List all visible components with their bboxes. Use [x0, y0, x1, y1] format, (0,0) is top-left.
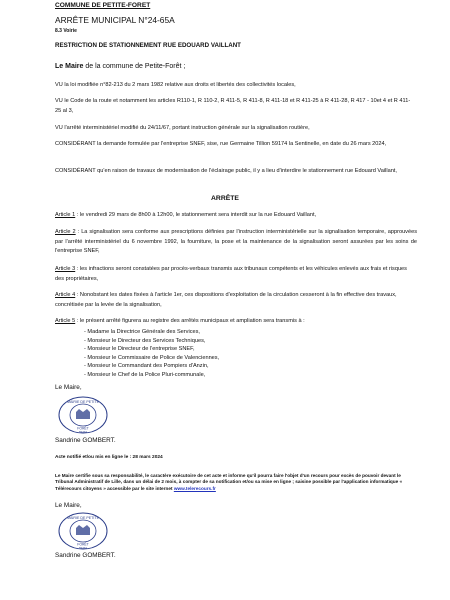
seal-1-top-text: MAIRIE DE PETITE [67, 400, 99, 404]
article-3 [55, 265, 417, 284]
arrete-number: ARRÊTE MUNICIPAL N°24-65A [55, 15, 175, 25]
article-4 [55, 291, 417, 310]
recipient-item: - Monsieur le Commissaire de Police de Valenciennes, [84, 354, 220, 361]
mayor-intro-bold: Le Maire [55, 63, 84, 70]
recipient-item: - Monsieur le Directeur de l'entreprise SNEF, [84, 346, 195, 353]
article-1 [55, 211, 417, 221]
article-3-text: : les infractions seront constatées par procès-verbaux transmis aux tribunaux compétents et les véhicules enlevés aux frais et risques des propriétaires, [55, 266, 407, 282]
consideration-2: VU le Code de la route et notamment les articles R110-1, R 110-2, R 411-5, R 411-8, R 411-18 et R 411-25 à R 411-28, R 417 - 10et 4 et R 411- 25 al 3, [55, 98, 411, 114]
commune-header: COMMUNE DE PETITE-FORET [55, 2, 151, 9]
mayor-title-2: Le Maire, [55, 502, 82, 509]
mayor-title-1: Le Maire, [55, 384, 82, 391]
document-title: RESTRICTION DE STATIONNEMENT RUE EDOUARD VAILLANT [55, 42, 241, 49]
consideration-3: VU l'arrêté interministériel modifié du 24/11/67, portant instruction générale sur la signalisation routière, [55, 125, 310, 131]
publication-notice: Acte notifié et/ou mis en ligne le : 28 mars 2024 [55, 455, 163, 460]
article-5-label: Article 5 [55, 318, 76, 324]
article-5 [55, 317, 417, 327]
recipient-item: - Monsieur le Commandant des Pompiers d'Anzin, [84, 363, 209, 370]
recipient-item: - Monsieur le Chef de la Police Pluri-communale, [84, 371, 206, 378]
legal-notice-text: Le Maire certifie sous sa responsabilité, le caractère exécutoire de cet acte et informe qu'il pourra faire l'objet d'un recours pour excès de pouvoir devant le Tribunal Administratif de Lille, dans un délai de 2 mois, à compter de sa notification et/ou sa mise en ligne ; saisine possible par l'application informatique « Télérecours citoyens » accessible par le site internet [55, 473, 403, 491]
article-5-text: : le présent arrêté figurera au registre des arrêtés municipaux et ampliation sera transmis à : [75, 318, 305, 324]
article-2 [55, 228, 417, 257]
seal-1-code: 59494 [79, 430, 87, 435]
telerecours-link[interactable]: www.telerecours.fr [173, 485, 216, 491]
article-2-text: : La signalisation sera conforme aux prescriptions définies par l'instruction interministérielle sur la signalisation temporaire, approuvées par l'arrêté interministériel du 6 novembre 1992, la fourniture, la pose et la maintenance de la signalisation seront assurées par les soins de l'entreprise SNEF, [55, 229, 417, 255]
article-1-label: Article 1 [55, 212, 76, 218]
consideration-4: CONSIDÉRANT la demande formulée par l'entreprise SNEF, sise, rue Germaine Tillion 59174 la Sentinelle, en date du 26 mars 2024, [55, 141, 387, 147]
article-1-text: : le vendredi 29 mars de 8h00 à 12h00, le stationnement sera interdit sur la rue Edouard Vaillant, [75, 212, 317, 218]
consideration-5: CONSIDÉRANT qu'en raison de travaux de modernisation de l'éclairage public, il y a lieu d'interdire le stationnement rue Edouard Vaillant, [55, 168, 397, 174]
mayor-name-1: Sandrine GOMBERT. [55, 437, 116, 444]
mayor-intro-rest: de la commune de Petite-Forêt ; [83, 63, 186, 70]
consideration-1: VU la loi modifiée n°82-213 du 2 mars 1982 relative aux droits et libertés des collectivités locales, [55, 82, 296, 88]
recipient-item: - Monsieur le Directeur des Services Techniques, [84, 337, 206, 344]
recipient-item: - Madame la Directrice Générale des Services, [84, 329, 200, 335]
article-3-label: Article 3 [55, 266, 76, 272]
town-seal-2 [57, 511, 109, 551]
recipient-list [84, 328, 219, 380]
seal-2-bottom-text: FORÊT [77, 542, 89, 547]
seal-2-code: 59494 [79, 546, 87, 551]
article-4-label: Article 4 [55, 292, 76, 298]
arrete-heading: ARRÊTE [211, 195, 239, 202]
arrete-category: 8.3 Voirie [55, 28, 77, 34]
seal-1-bottom-text: FORÊT [77, 426, 89, 431]
mayor-name-2: Sandrine GOMBERT. [55, 552, 116, 559]
seal-2-top-text: MAIRIE DE PETITE [67, 516, 99, 520]
article-2-label: Article 2 [55, 229, 76, 235]
town-seal-1 [57, 395, 109, 435]
article-4-text: : Nonobstant les dates fixées à l'article 1er, ces dispositions d'exploitation de la circulation cesseront à la fin effective des travaux, concrétisée par la levée de la signalisation, [55, 292, 397, 308]
legal-notice [55, 473, 415, 492]
mayor-intro [55, 63, 185, 70]
